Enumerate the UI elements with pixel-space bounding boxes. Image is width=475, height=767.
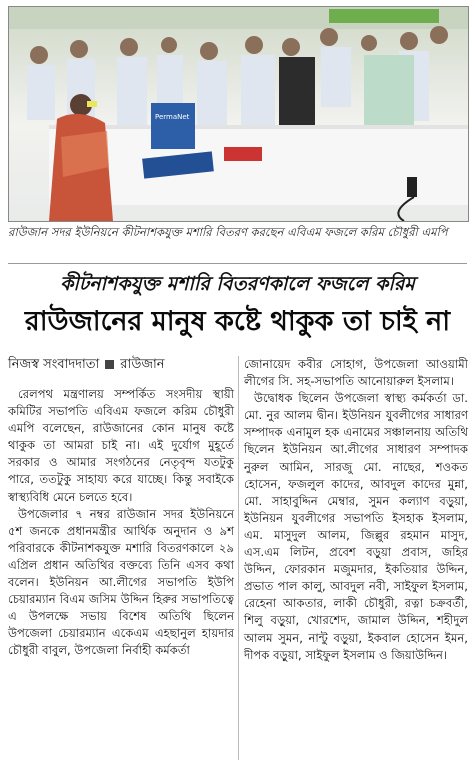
event-illustration — [9, 7, 468, 221]
paragraph: উপজেলার ৭ নম্বর রাউজান সদর ইউনিয়নে ৫শ জনকে প্রধানমন্ত্রীর আর্থিক অনুদান ও ৯শ পরিবারকে কীটনাশকযুক্ত মশারি বিতরণকালে ২৯ এপ্রিল প্রধান অতিথির বক্তব্যে তিনি এসব কথা বলেন। ইউনিয়ন আ.লীগের সভাপতি ইউপি চেয়ারম্যান বিএম জসিম উদ্দিন হিরুর সভাপতিত্বে এ উপলক্ষে সভায় বিশেষ অতিথি ছিলেন উপজেলা চেয়ারম্যান একেএম এহছানুল হায়দার চৌধুরী বাবুল, উপজেলা নির্বাহী কর্মকর্তা — [8, 506, 234, 658]
paragraph: রেলপথ মন্ত্রণালয় সম্পর্কিত সংসদীয় স্থায়ী কমিটির সভাপতি এবিএম ফজলে করিম চৌধুরী এমপি বলেছেন, রাউজানের কোন মানুষ কষ্টে থাকুক তা আমরা চাই না। এই দুর্যোগ মুহূর্তে সরকার ও আমার সংগঠনের নেতৃবৃন্দ যতটুকু পারে, ততটুকু সাহায্য করে যাচ্ছে। কিন্তু সবাইকে স্বাস্থ্যবিধি মেনে চলতে হবে। — [8, 387, 234, 504]
news-photo — [8, 6, 469, 222]
permanet-label: PermaNet — [155, 113, 190, 121]
dateline-place: রাউজান — [120, 357, 165, 372]
paragraph: জোনায়েদ কবীর সোহাগ, উপজেলা আওয়ামী লীগের সি. সহ-সভাপতি আনোয়ারুল ইসলাম। — [244, 357, 468, 389]
photo-caption: রাউজান সদর ইউনিয়নে কীটনাশকযুক্ত মশারি বিতরণ করছেন এবিএম ফজলে করিম চৌধুরী এমপি — [8, 225, 448, 239]
article-column-left — [8, 386, 234, 660]
column-divider — [238, 356, 239, 760]
paragraph: উদ্বোধক ছিলেন উপজেলা স্বাস্থ্য কর্মকর্তা ডা. মো. নুর আলম দ্বীন। ইউনিয়ন যুবলীগের সাধারণ সম্পাদক এনামুল হক এনামের সঞ্চালনায় অতিথি ছিলেন ইউনিয়ন আ.লীগের সাধারণ সম্পাদক নুরুল আমিন, সারজু মো. নাছের, শওকত হোসেন, ফজলুল কাদের, আবদুল কাদের মুন্না, মো. সাহাবুদ্দিন মেম্বার, সুমন কল্যাণ বড়ুয়া, ইউনিয়ন যুবলীগের সভাপতি ইসহাক ইসলাম, এম. মাসুদুল আলম, জিল্লুর রহমান মাসুদ, এস.এম লিটন, প্রবেশ বড়ুয়া প্রবাস, জহির উদ্দিন, ফোরকান মজুমদার, ইকতিয়ার উদ্দিন, প্রভাত পাল কালু, আবদুল নবী, সাইফুল ইসলাম, রেহেনা আকতার, লাকী চৌধুরী, রত্না চক্রবর্তী, শিলু বড়ুয়া, খোরশেদ, জামাল উদ্দিন, শহীদুল আলম সুমন, নান্টু বড়ুয়া, ইকবাল হোসেন ইমন, দীপক বড়ুয়া, সাইফুল ইসলাম ও জিয়াউদ্দিন। — [244, 391, 468, 662]
headline: রাউজানের মানুষ কষ্টে থাকুক তা চাই না — [24, 306, 451, 337]
byline — [8, 356, 236, 374]
kicker: কীটনাশকযুক্ত মশারি বিতরণকালে ফজলে করিম — [60, 273, 415, 295]
reporter: নিজস্ব সংবাদদাতা — [8, 357, 100, 372]
article-column-right — [244, 356, 468, 664]
square-bullet-icon — [105, 360, 114, 369]
divider — [8, 263, 467, 264]
